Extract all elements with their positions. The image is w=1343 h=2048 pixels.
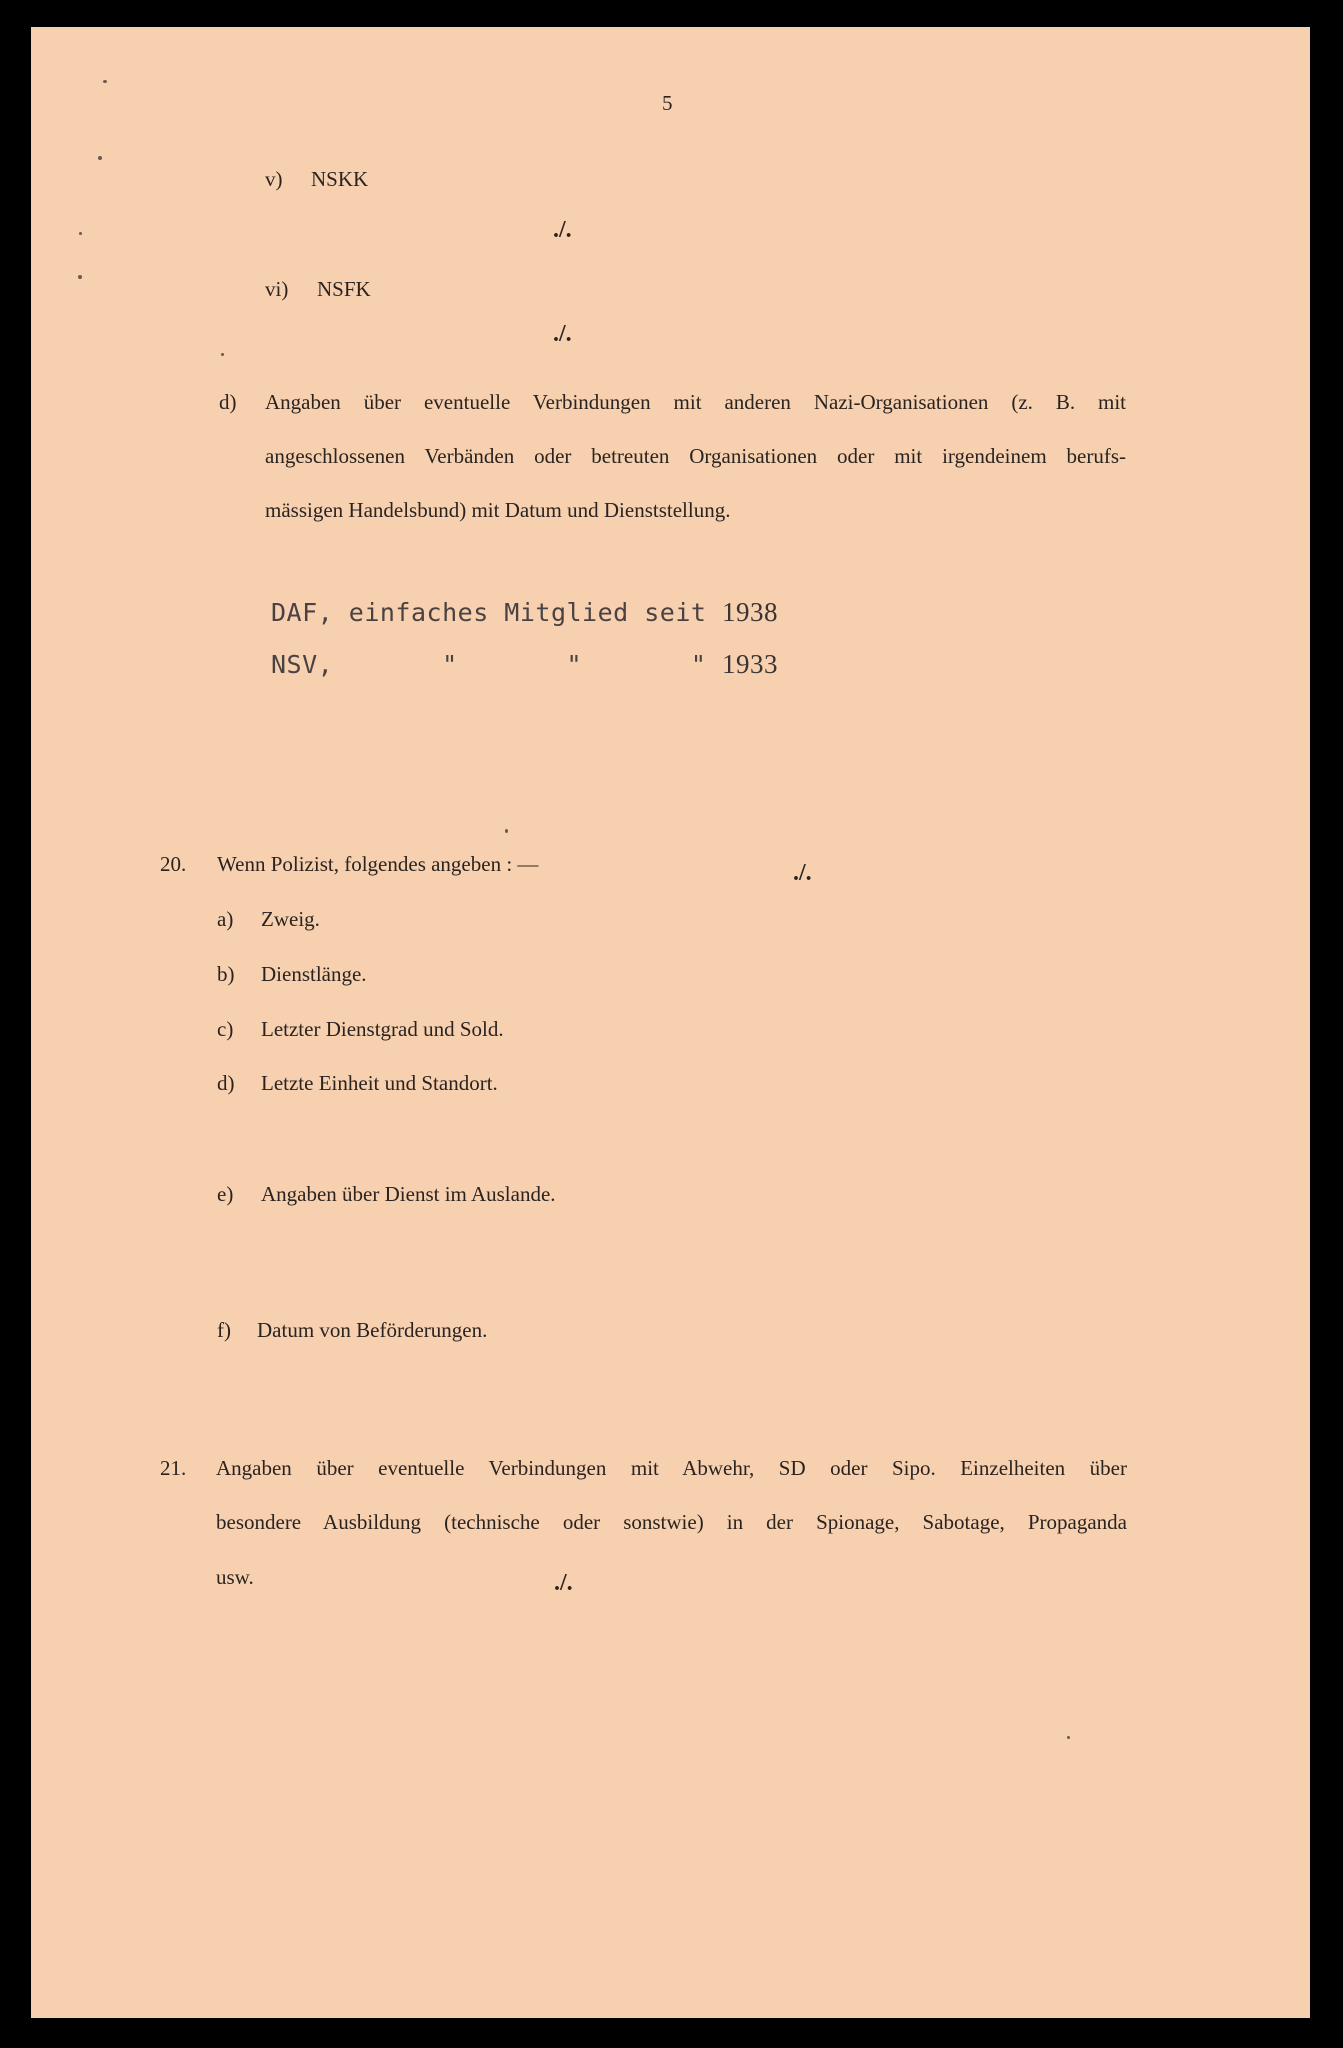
q20-b-text: Dienstlänge.	[261, 962, 367, 986]
item-v-label: NSKK	[311, 167, 369, 191]
nil-mark-nsfk: ./.	[553, 321, 572, 347]
q20-c-text: Letzter Dienstgrad und Sold.	[261, 1017, 504, 1041]
question-21-line-1: Angaben über eventuelle Verbindungen mit Abwehr, SD oder Sipo. Einzelheiten über	[216, 1456, 1127, 1480]
ditto-mark-3: "	[690, 650, 707, 679]
nil-mark-nskk: ./.	[553, 217, 572, 243]
q20-d-marker: d)	[217, 1071, 235, 1095]
item-v-marker: v)	[265, 167, 283, 191]
paper-speck	[221, 353, 224, 356]
q20-b-marker: b)	[217, 962, 235, 986]
paper-speck	[79, 232, 82, 235]
question-21-number: 21.	[160, 1456, 187, 1480]
question-21-line-2: besondere Ausbildung (technische oder sonstwie) in der Spionage, Sabotage, Propaganda	[216, 1510, 1127, 1534]
q20-c-marker: c)	[217, 1017, 234, 1041]
ditto-mark-1: "	[442, 650, 458, 679]
typed-year-1938: 1938	[722, 597, 779, 627]
question-20-text: Wenn Polizist, folgendes angeben : —	[217, 852, 539, 876]
q20-a-text: Zweig.	[261, 907, 320, 931]
typed-year-1933: 1933	[722, 649, 779, 679]
paper-speck	[78, 275, 82, 279]
q20-e-marker: e)	[217, 1182, 234, 1206]
item-d-line-1: Angaben über eventuelle Verbindungen mit anderen Nazi-Organisationen (z. B. mit	[265, 390, 1126, 414]
nil-mark-q20: ./.	[793, 860, 812, 886]
paper-speck	[103, 80, 107, 83]
question-20-number: 20.	[160, 852, 187, 876]
item-d-line-3: mässigen Handelsbund) mit Datum und Dienststellung.	[265, 498, 731, 522]
typed-org-nsv: NSV,	[271, 650, 334, 679]
typed-answer-line-2	[271, 651, 778, 678]
q20-e-text: Angaben über Dienst im Auslande.	[261, 1182, 556, 1206]
document-page	[31, 27, 1310, 2018]
paper-speck	[98, 156, 102, 160]
paper-speck	[1067, 1736, 1070, 1739]
item-vi-marker: vi)	[265, 277, 289, 301]
q20-f-text: Datum von Beförderungen.	[257, 1318, 488, 1342]
typed-answer-line-1	[271, 599, 778, 626]
typed-org-daf: DAF,	[271, 598, 334, 627]
paper-speck	[505, 829, 508, 833]
page-number: 5	[662, 91, 673, 115]
item-vi-label: NSFK	[317, 277, 371, 301]
question-21-line-3: usw.	[216, 1565, 254, 1589]
item-d-marker: d)	[219, 390, 237, 414]
typed-membership-text: einfaches Mitglied seit	[348, 598, 707, 627]
q20-d-text: Letzte Einheit und Standort.	[261, 1071, 498, 1095]
nil-mark-q21: ./.	[554, 1570, 573, 1596]
item-d-line-2: angeschlossenen Verbänden oder betreuten Organisationen oder mit irgendeinem berufs-	[265, 444, 1126, 468]
q20-f-marker: f)	[217, 1318, 231, 1342]
ditto-mark-2: "	[566, 650, 583, 679]
q20-a-marker: a)	[217, 907, 234, 931]
